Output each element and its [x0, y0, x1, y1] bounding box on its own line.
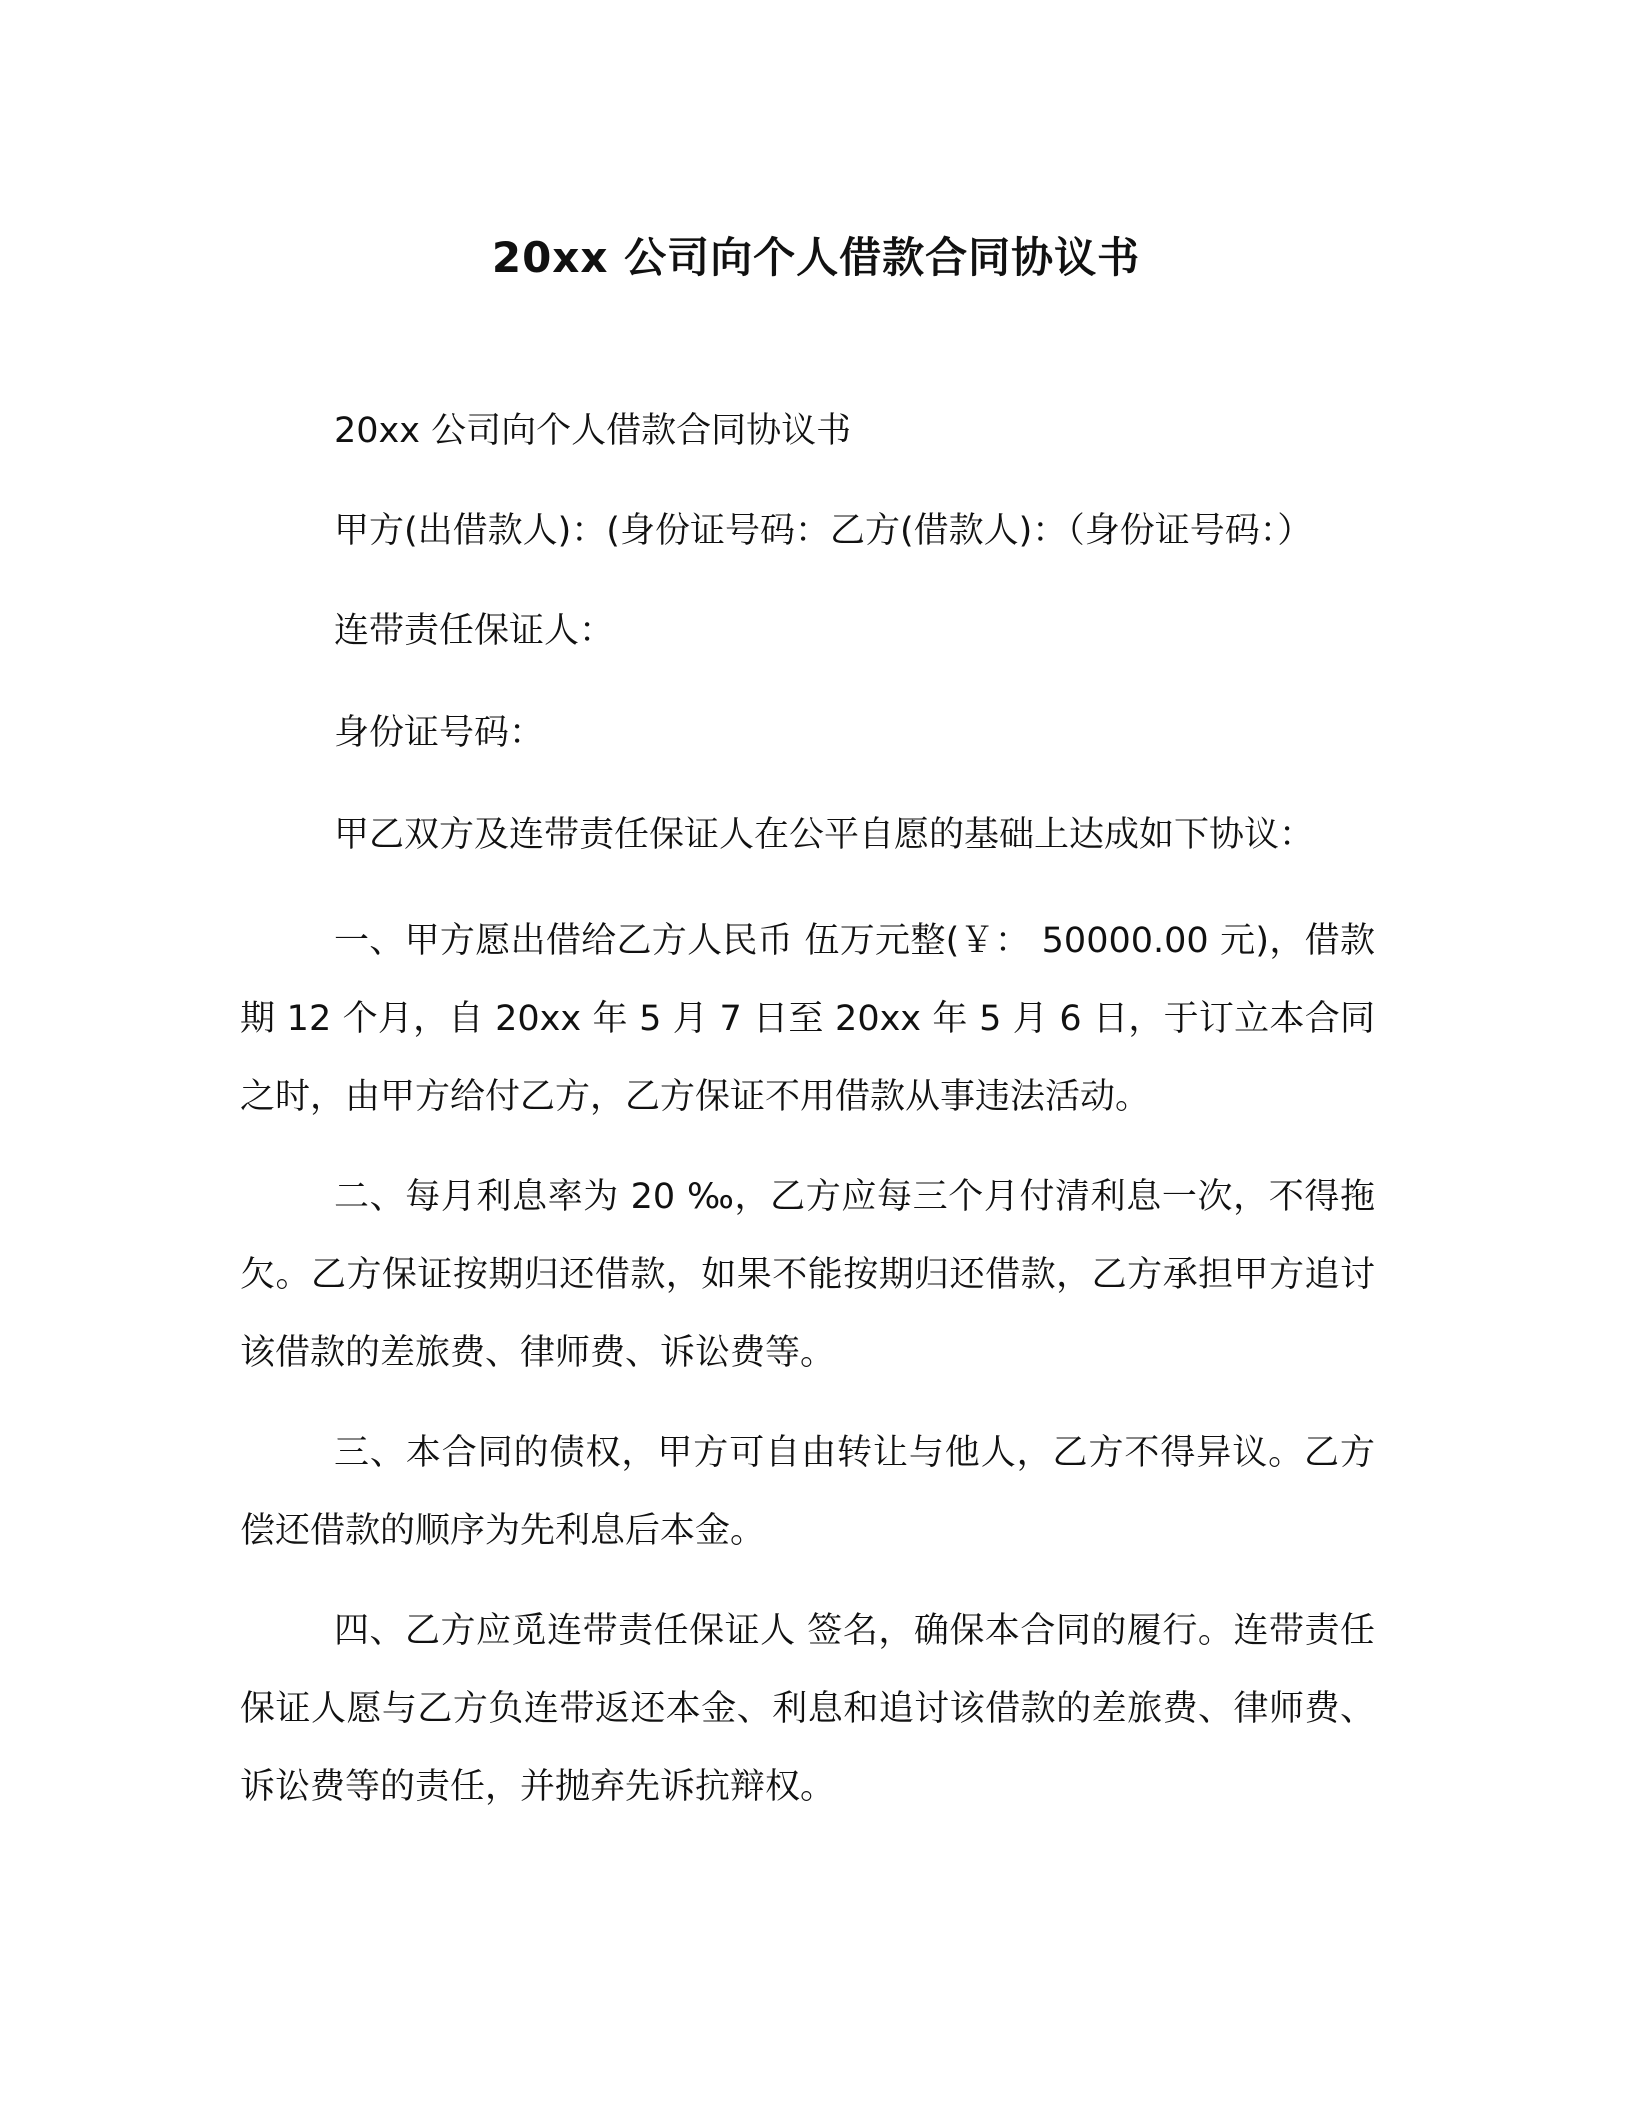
guarantor-line: 连带责任保证人： [334, 611, 615, 651]
parties-line: 甲方(出借款人)：(身份证号码：乙方(借款人)：（身份证号码：） [334, 511, 1313, 551]
id-number-line: 身份证号码： [334, 713, 545, 753]
clause-1: 一、甲方愿出借给乙方人民币 伍万元整(￥： 50000.00 元)，借款期 12 个月，自 20xx 年 5 月 7 日至 20xx 年 5 月 6 日，于订立本合同之时，由甲方给付乙方，乙方保证不用借款从事违法活动。 [240, 921, 1375, 1117]
clause-4: 四、乙方应觅连带责任保证人 签名，确保本合同的履行。连带责任保证人愿与乙方负连带返还本金、利息和追讨该借款的差旅费、律师费、诉讼费等的责任，并抛弃先诉抗辩权。 [240, 1611, 1375, 1807]
intro-paragraph: 甲乙双方及连带责任保证人在公平自愿的基础上达成如下协议： [334, 815, 1315, 855]
document-subtitle: 20xx 公司向个人借款合同协议书 [334, 411, 852, 451]
clause-3: 三、本合同的债权，甲方可自由转让与他人，乙方不得异议。乙方偿还借款的顺序为先利息后本金。 [240, 1433, 1375, 1551]
document-title: 20xx 公司向个人借款合同协议书 [491, 233, 1141, 282]
clause-2: 二、每月利息率为 20 ‰，乙方应每三个月付清利息一次，不得拖欠。乙方保证按期归还借款，如果不能按期归还借款，乙方承担甲方追讨该借款的差旅费、律师费、诉讼费等。 [240, 1177, 1375, 1373]
